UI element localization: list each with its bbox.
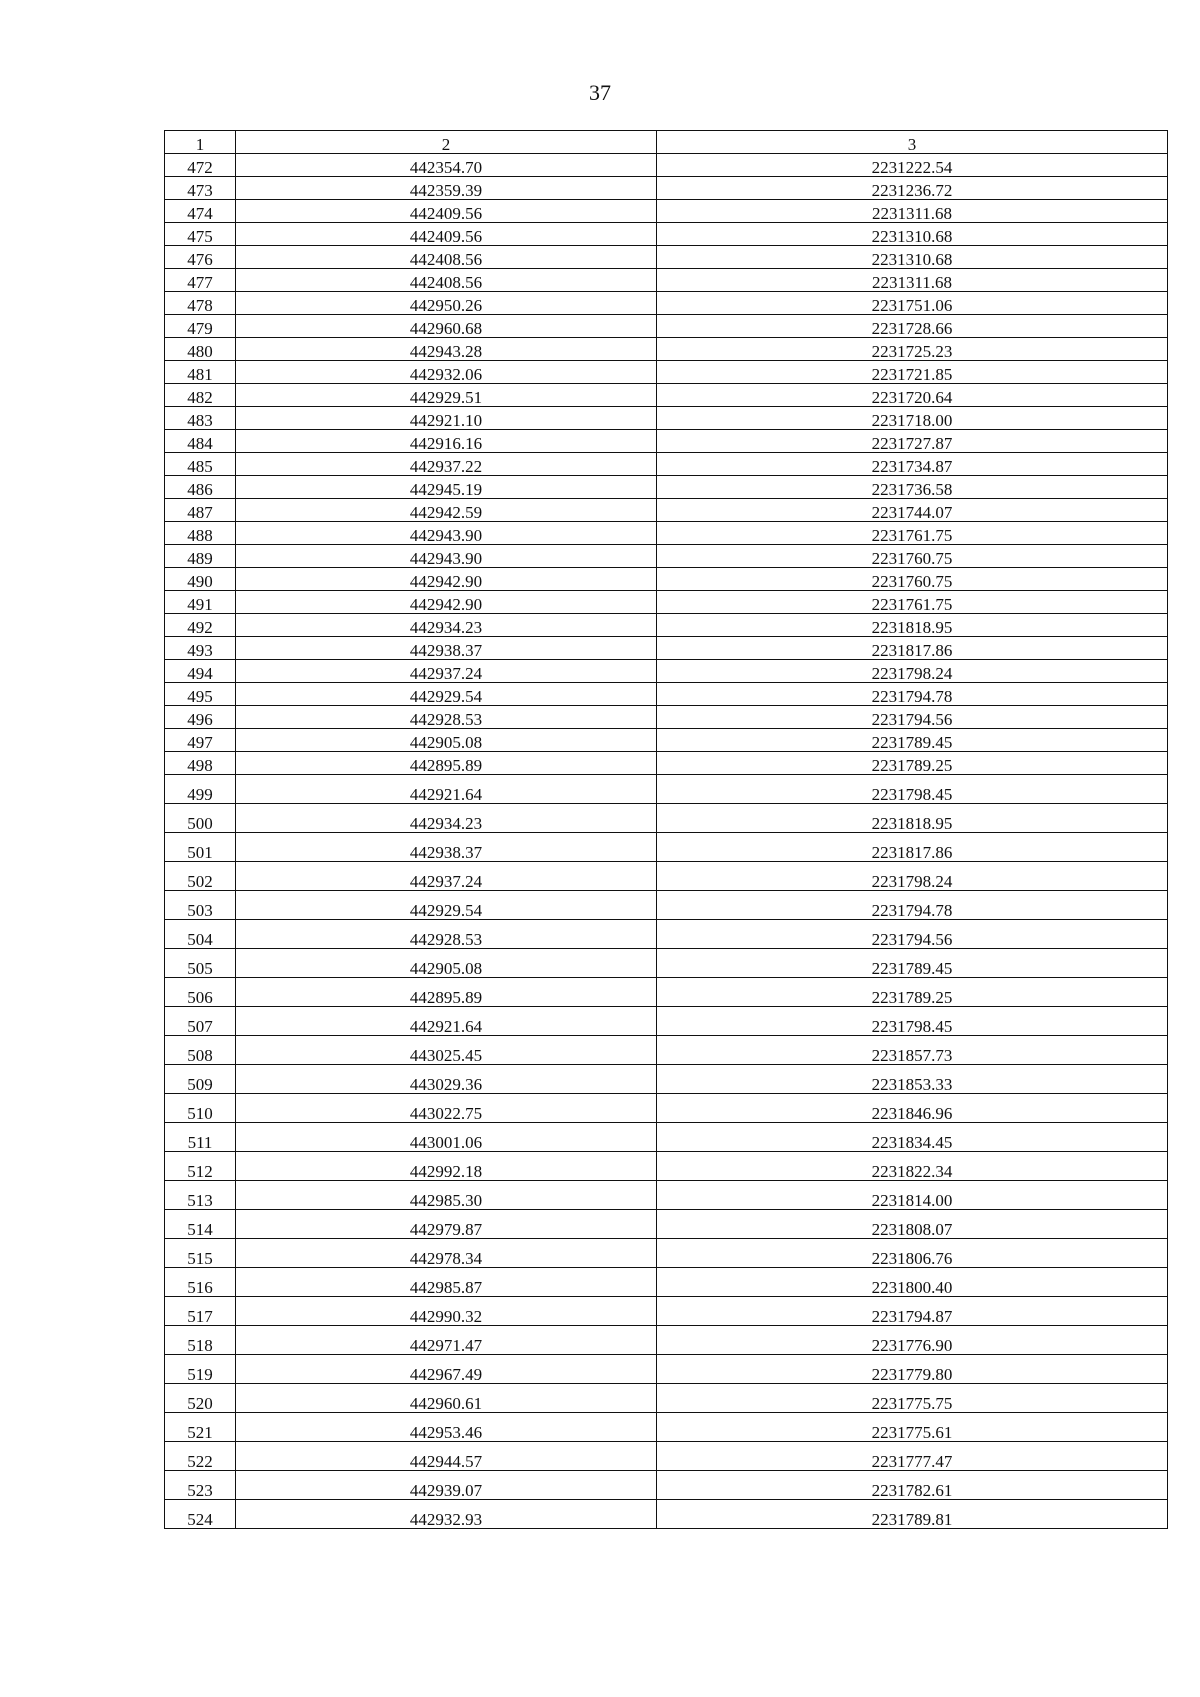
x-coordinate-cell: 442992.18 [236,1152,657,1181]
table-row [165,637,1168,660]
x-coordinate-cell: 443029.36 [236,1065,657,1094]
table-row [165,1181,1168,1210]
table-row [165,1297,1168,1326]
column-header-1: 1 [165,131,236,154]
column-header-3: 3 [657,131,1168,154]
table-row [165,568,1168,591]
x-coordinate-cell: 442979.87 [236,1210,657,1239]
y-coordinate-cell: 2231817.86 [657,833,1168,862]
y-coordinate-cell: 2231751.06 [657,292,1168,315]
y-coordinate-cell: 2231800.40 [657,1268,1168,1297]
table-row [165,1007,1168,1036]
x-coordinate-cell: 442950.26 [236,292,657,315]
x-coordinate-cell: 442895.89 [236,978,657,1007]
point-number-cell: 488 [165,522,236,545]
y-coordinate-cell: 2231728.66 [657,315,1168,338]
y-coordinate-cell: 2231817.86 [657,637,1168,660]
point-number-cell: 517 [165,1297,236,1326]
y-coordinate-cell: 2231779.80 [657,1355,1168,1384]
x-coordinate-cell: 442937.24 [236,660,657,683]
table-row [165,1239,1168,1268]
y-coordinate-cell: 2231818.95 [657,614,1168,637]
point-number-cell: 486 [165,476,236,499]
y-coordinate-cell: 2231789.81 [657,1500,1168,1529]
x-coordinate-cell: 443022.75 [236,1094,657,1123]
point-number-cell: 513 [165,1181,236,1210]
y-coordinate-cell: 2231857.73 [657,1036,1168,1065]
point-number-cell: 493 [165,637,236,660]
point-number-cell: 495 [165,683,236,706]
y-coordinate-cell: 2231794.78 [657,891,1168,920]
table-row [165,223,1168,246]
table-row [165,978,1168,1007]
y-coordinate-cell: 2231798.24 [657,660,1168,683]
x-coordinate-cell: 442945.19 [236,476,657,499]
point-number-cell: 522 [165,1442,236,1471]
table-row [165,804,1168,833]
y-coordinate-cell: 2231721.85 [657,361,1168,384]
y-coordinate-cell: 2231782.61 [657,1471,1168,1500]
y-coordinate-cell: 2231798.24 [657,862,1168,891]
y-coordinate-cell: 2231760.75 [657,545,1168,568]
point-number-cell: 498 [165,752,236,775]
x-coordinate-cell: 442409.56 [236,223,657,246]
x-coordinate-cell: 442929.54 [236,683,657,706]
y-coordinate-cell: 2231775.61 [657,1413,1168,1442]
point-number-cell: 502 [165,862,236,891]
point-number-cell: 499 [165,775,236,804]
x-coordinate-cell: 442929.51 [236,384,657,407]
y-coordinate-cell: 2231777.47 [657,1442,1168,1471]
point-number-cell: 475 [165,223,236,246]
point-number-cell: 472 [165,154,236,177]
point-number-cell: 507 [165,1007,236,1036]
point-number-cell: 514 [165,1210,236,1239]
x-coordinate-cell: 442408.56 [236,246,657,269]
y-coordinate-cell: 2231236.72 [657,177,1168,200]
point-number-cell: 504 [165,920,236,949]
point-number-cell: 473 [165,177,236,200]
table-row [165,384,1168,407]
y-coordinate-cell: 2231806.76 [657,1239,1168,1268]
table-row [165,833,1168,862]
table-row [165,453,1168,476]
point-number-cell: 501 [165,833,236,862]
point-number-cell: 479 [165,315,236,338]
point-number-cell: 512 [165,1152,236,1181]
x-coordinate-cell: 442928.53 [236,706,657,729]
point-number-cell: 518 [165,1326,236,1355]
x-coordinate-cell: 443025.45 [236,1036,657,1065]
point-number-cell: 484 [165,430,236,453]
x-coordinate-cell: 442938.37 [236,833,657,862]
point-number-cell: 515 [165,1239,236,1268]
y-coordinate-cell: 2231761.75 [657,591,1168,614]
x-coordinate-cell: 442929.54 [236,891,657,920]
table-row [165,430,1168,453]
point-number-cell: 521 [165,1413,236,1442]
y-coordinate-cell: 2231822.34 [657,1152,1168,1181]
y-coordinate-cell: 2231834.45 [657,1123,1168,1152]
y-coordinate-cell: 2231794.87 [657,1297,1168,1326]
y-coordinate-cell: 2231853.33 [657,1065,1168,1094]
point-number-cell: 487 [165,499,236,522]
x-coordinate-cell: 442905.08 [236,729,657,752]
table-row [165,407,1168,430]
x-coordinate-cell: 442985.87 [236,1268,657,1297]
point-number-cell: 519 [165,1355,236,1384]
y-coordinate-cell: 2231794.56 [657,706,1168,729]
point-number-cell: 491 [165,591,236,614]
table-row [165,775,1168,804]
table-row [165,545,1168,568]
table-row [165,591,1168,614]
table-row [165,338,1168,361]
point-number-cell: 482 [165,384,236,407]
table-row [165,1065,1168,1094]
point-number-cell: 520 [165,1384,236,1413]
point-number-cell: 524 [165,1500,236,1529]
x-coordinate-cell: 442354.70 [236,154,657,177]
coordinates-table [164,130,1168,1529]
table-row [165,891,1168,920]
y-coordinate-cell: 2231789.25 [657,752,1168,775]
x-coordinate-cell: 442971.47 [236,1326,657,1355]
x-coordinate-cell: 442939.07 [236,1471,657,1500]
x-coordinate-cell: 442960.68 [236,315,657,338]
point-number-cell: 510 [165,1094,236,1123]
table-row [165,1152,1168,1181]
table-row [165,683,1168,706]
point-number-cell: 516 [165,1268,236,1297]
x-coordinate-cell: 442938.37 [236,637,657,660]
table-row [165,660,1168,683]
x-coordinate-cell: 442934.23 [236,614,657,637]
y-coordinate-cell: 2231789.25 [657,978,1168,1007]
x-coordinate-cell: 442942.59 [236,499,657,522]
point-number-cell: 523 [165,1471,236,1500]
point-number-cell: 481 [165,361,236,384]
x-coordinate-cell: 442990.32 [236,1297,657,1326]
point-number-cell: 478 [165,292,236,315]
x-coordinate-cell: 442937.24 [236,862,657,891]
point-number-cell: 490 [165,568,236,591]
x-coordinate-cell: 442985.30 [236,1181,657,1210]
x-coordinate-cell: 442932.06 [236,361,657,384]
table-row [165,269,1168,292]
y-coordinate-cell: 2231744.07 [657,499,1168,522]
y-coordinate-cell: 2231789.45 [657,729,1168,752]
y-coordinate-cell: 2231727.87 [657,430,1168,453]
table-row [165,200,1168,223]
x-coordinate-cell: 442921.64 [236,1007,657,1036]
table-header [165,131,1168,154]
y-coordinate-cell: 2231789.45 [657,949,1168,978]
table-row [165,361,1168,384]
header-row [165,131,1168,154]
table-row [165,1036,1168,1065]
x-coordinate-cell: 442359.39 [236,177,657,200]
x-coordinate-cell: 442905.08 [236,949,657,978]
y-coordinate-cell: 2231310.68 [657,246,1168,269]
table-row [165,1471,1168,1500]
table-row [165,920,1168,949]
point-number-cell: 500 [165,804,236,833]
point-number-cell: 485 [165,453,236,476]
table-row [165,1442,1168,1471]
x-coordinate-cell: 442943.28 [236,338,657,361]
table-row [165,1355,1168,1384]
x-coordinate-cell: 442944.57 [236,1442,657,1471]
x-coordinate-cell: 442942.90 [236,591,657,614]
y-coordinate-cell: 2231222.54 [657,154,1168,177]
y-coordinate-cell: 2231798.45 [657,1007,1168,1036]
x-coordinate-cell: 442953.46 [236,1413,657,1442]
table-row [165,476,1168,499]
x-coordinate-cell: 442916.16 [236,430,657,453]
table-row [165,292,1168,315]
x-coordinate-cell: 442943.90 [236,545,657,568]
table-row [165,177,1168,200]
y-coordinate-cell: 2231718.00 [657,407,1168,430]
y-coordinate-cell: 2231794.56 [657,920,1168,949]
point-number-cell: 505 [165,949,236,978]
y-coordinate-cell: 2231846.96 [657,1094,1168,1123]
point-number-cell: 480 [165,338,236,361]
x-coordinate-cell: 442942.90 [236,568,657,591]
table-row [165,706,1168,729]
y-coordinate-cell: 2231808.07 [657,1210,1168,1239]
point-number-cell: 503 [165,891,236,920]
table-row [165,1384,1168,1413]
table-row [165,1123,1168,1152]
point-number-cell: 489 [165,545,236,568]
x-coordinate-cell: 442960.61 [236,1384,657,1413]
table-row [165,1210,1168,1239]
y-coordinate-cell: 2231736.58 [657,476,1168,499]
x-coordinate-cell: 442928.53 [236,920,657,949]
y-coordinate-cell: 2231775.75 [657,1384,1168,1413]
column-header-2: 2 [236,131,657,154]
table-row [165,614,1168,637]
x-coordinate-cell: 442934.23 [236,804,657,833]
table-row [165,315,1168,338]
point-number-cell: 509 [165,1065,236,1094]
x-coordinate-cell: 442943.90 [236,522,657,545]
x-coordinate-cell: 442932.93 [236,1500,657,1529]
table-row [165,499,1168,522]
y-coordinate-cell: 2231725.23 [657,338,1168,361]
y-coordinate-cell: 2231311.68 [657,200,1168,223]
x-coordinate-cell: 442409.56 [236,200,657,223]
y-coordinate-cell: 2231818.95 [657,804,1168,833]
x-coordinate-cell: 442921.10 [236,407,657,430]
table-body [165,154,1168,1529]
point-number-cell: 476 [165,246,236,269]
point-number-cell: 474 [165,200,236,223]
table-row [165,752,1168,775]
page-number: 37 [589,80,611,105]
point-number-cell: 483 [165,407,236,430]
table-row [165,154,1168,177]
point-number-cell: 506 [165,978,236,1007]
table-row [165,1268,1168,1297]
x-coordinate-cell: 443001.06 [236,1123,657,1152]
x-coordinate-cell: 442895.89 [236,752,657,775]
y-coordinate-cell: 2231761.75 [657,522,1168,545]
table-row [165,1413,1168,1442]
table-row [165,1326,1168,1355]
point-number-cell: 497 [165,729,236,752]
y-coordinate-cell: 2231311.68 [657,269,1168,292]
table-row [165,729,1168,752]
x-coordinate-cell: 442937.22 [236,453,657,476]
table-row [165,1094,1168,1123]
table-row [165,862,1168,891]
y-coordinate-cell: 2231814.00 [657,1181,1168,1210]
point-number-cell: 492 [165,614,236,637]
point-number-cell: 477 [165,269,236,292]
y-coordinate-cell: 2231760.75 [657,568,1168,591]
point-number-cell: 494 [165,660,236,683]
table-row [165,246,1168,269]
x-coordinate-cell: 442967.49 [236,1355,657,1384]
table-row [165,1500,1168,1529]
point-number-cell: 508 [165,1036,236,1065]
table-row [165,949,1168,978]
x-coordinate-cell: 442921.64 [236,775,657,804]
y-coordinate-cell: 2231798.45 [657,775,1168,804]
table-row [165,522,1168,545]
y-coordinate-cell: 2231734.87 [657,453,1168,476]
point-number-cell: 511 [165,1123,236,1152]
x-coordinate-cell: 442408.56 [236,269,657,292]
y-coordinate-cell: 2231794.78 [657,683,1168,706]
point-number-cell: 496 [165,706,236,729]
y-coordinate-cell: 2231310.68 [657,223,1168,246]
y-coordinate-cell: 2231720.64 [657,384,1168,407]
x-coordinate-cell: 442978.34 [236,1239,657,1268]
y-coordinate-cell: 2231776.90 [657,1326,1168,1355]
